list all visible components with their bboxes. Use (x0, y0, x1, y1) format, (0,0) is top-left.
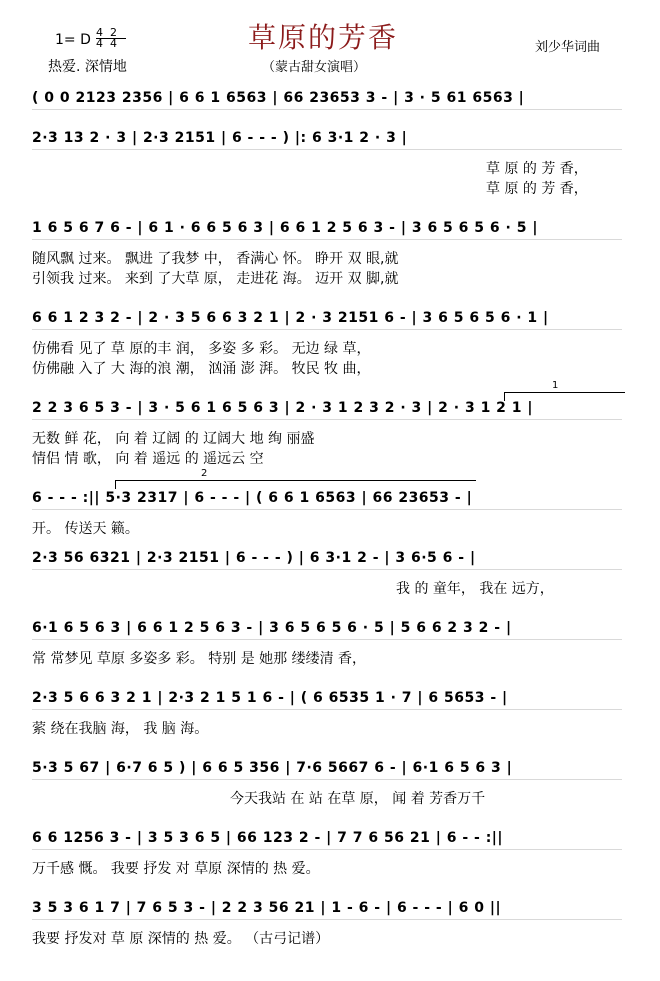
beam-line (32, 509, 622, 510)
notation-row: 5·3 5 67 | 6·7 6 5 ) | 6 6 5 356 | 7·6 5667 6 - | 6·1 6 5 6 3 | (32, 760, 513, 776)
lyric-line: 草 原 的 芳 香， (486, 181, 588, 197)
lyric-line: 随风飘 过来。 飘进 了我梦 中， 香满心 怀。 睁开 双 眼,就 (32, 251, 399, 267)
notation-row: 6·1 6 5 6 3 | 6 6 1 2 5 6 3 - | 3 6 5 6 5 6 · 5 | 5 6 6 2 3 2 - | (32, 620, 512, 636)
beam-line (32, 569, 622, 570)
notation-row: 2·3 56 6321 | 2·3 2151 | 6 - - - ) | 6 3·1 2 - | 3 6·5 6 - | (32, 550, 476, 566)
beam-line (32, 239, 622, 240)
lyric-line: 今天我站 在 站 在草 原， 闻 着 芳香万千 (230, 791, 486, 807)
time-signature: 4 2 4 4 (96, 28, 126, 49)
key-signature: 1= D (55, 32, 91, 48)
tempo-marking: 热爱. 深情地 (48, 59, 127, 75)
notation-row: 2 2 3 6 5 3 - | 3 · 5 6 1 6 5 6 3 | 2 · 3 1 2 3 2 · 3 | 2 · 3 1 2 1 | (32, 400, 534, 416)
lyric-line: 我 的 童年， 我在 远方， (396, 581, 554, 597)
beam-line (32, 329, 622, 330)
song-title: 草原的芳香 (248, 21, 399, 54)
lyric-line: 仿佛融 入了 大 海的浪 潮， 汹涌 澎 湃。 牧民 牧 曲， (32, 361, 371, 377)
lyric-line: 常 常梦见 草原 多姿多 彩。 特别 是 她那 缕缕清 香， (32, 651, 367, 667)
lyric-line: 仿佛看 见了 草 原的丰 润， 多姿 多 彩。 无边 绿 草， (32, 341, 371, 357)
lyric-line: 草 原 的 芳 香， (486, 161, 588, 177)
lyric-line: 引领我 过来。 来到 了大草 原， 走进花 海。 迈开 双 脚,就 (32, 271, 399, 287)
beam-line (32, 109, 622, 110)
notation-row: 2·3 13 2 · 3 | 2·3 2151 | 6 - - - ) |: 6 3·1 2 · 3 | (32, 130, 408, 146)
lyric-line: 无数 鲜 花， 向 着 辽阔 的 辽阔大 地 绚 丽盛 (32, 431, 315, 447)
beam-line (32, 709, 622, 710)
notation-row: 6 6 1256 3 - | 3 5 3 6 5 | 66 123 2 - | 7 7 6 56 21 | 6 - - :|| (32, 830, 504, 846)
performer-note: （蒙古甜女演唱） (262, 60, 367, 75)
notation-row: 6 - - - :|| 5·3 2317 | 6 - - - | ( 6 6 1 6563 | 66 23653 - | (32, 490, 473, 506)
beam-line (32, 149, 622, 150)
lyric-line: 萦 绕在我脑 海， 我 脑 海。 (32, 721, 209, 737)
volta-number: 1 (552, 380, 559, 391)
lyric-line: 万千感 慨。 我要 抒发 对 草原 深情的 热 爱。 (32, 861, 320, 877)
volta-number: 2 (201, 468, 208, 479)
beam-line (32, 419, 622, 420)
lyric-line: 开。 传送天 籁。 (32, 521, 139, 537)
notation-row: 3 5 3 6 1 7 | 7 6 5 3 - | 2 2 3 56 21 | 1 - 6 - | 6 - - - | 6 0 || (32, 900, 502, 916)
beam-line (32, 639, 622, 640)
notation-row: ( 0 0 2123 2356 | 6 6 1 6563 | 66 23653 3 - | 3 · 5 61 6563 | (32, 90, 525, 106)
volta-bracket (504, 392, 625, 401)
credits: 刘少华词曲 (535, 40, 601, 55)
beam-line (32, 849, 622, 850)
notation-row: 6 6 1 2 3 2 - | 2 · 3 5 6 6 3 2 1 | 2 · 3 2151 6 - | 3 6 5 6 5 6 · 1 | (32, 310, 549, 326)
beam-line (32, 779, 622, 780)
notation-row: 1 6 5 6 7 6 - | 6 1 · 6 6 5 6 3 | 6 6 1 2 5 6 3 - | 3 6 5 6 5 6 · 5 | (32, 220, 538, 236)
volta-bracket (115, 480, 476, 489)
beam-line (32, 919, 622, 920)
lyric-line: 情侣 情 歌， 向 着 遥远 的 遥远云 空 (32, 451, 264, 467)
notation-row: 2·3 5 6 6 3 2 1 | 2·3 2 1 5 1 6 - | ( 6 6535 1 · 7 | 6 5653 - | (32, 690, 508, 706)
lyric-line: 我要 抒发对 草 原 深情的 热 爱。 （古弓记谱） (32, 931, 330, 947)
